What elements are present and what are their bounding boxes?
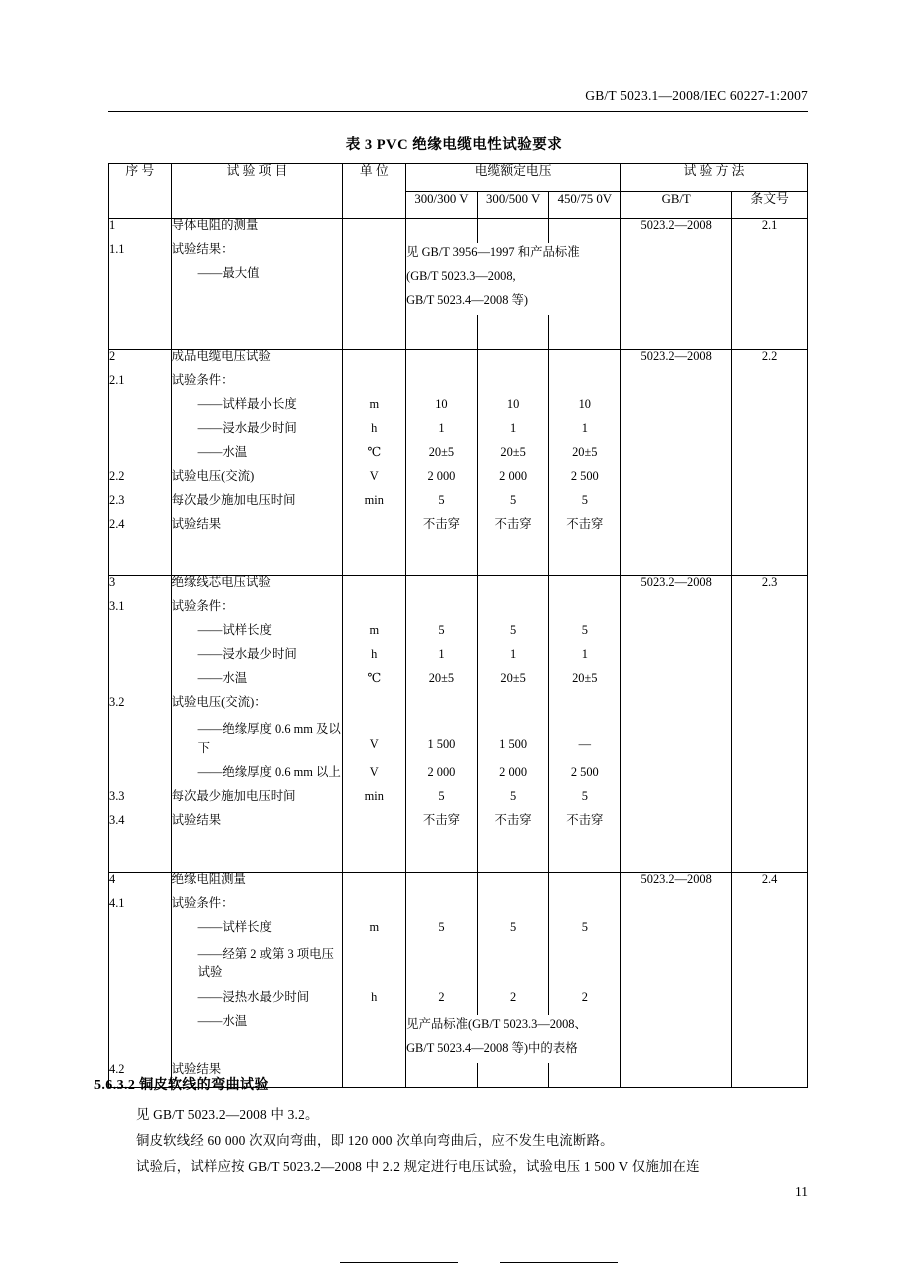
row-unit [343,696,406,720]
row-v1 [406,872,478,897]
row-v2 [477,1063,549,1088]
row-v2: 1 [477,648,549,672]
row-item: 试验结果 [171,814,343,838]
row-no [109,921,172,945]
row-v2 [477,315,549,349]
row-v3 [549,374,621,398]
row-item [171,1039,343,1063]
row-v1 [406,315,478,349]
row-item: ——经第 2 或第 3 项电压试验 [171,945,343,991]
table-row [109,349,808,374]
row-item: 绝缘线芯电压试验 [171,576,343,601]
row-v2: 2 000 [477,766,549,790]
row-gbt: 5023.2—2008 [621,872,732,1087]
row-v1: 不击穿 [406,814,478,838]
row-v2: 1 500 [477,720,549,766]
row-v3 [549,1063,621,1088]
row-unit [343,219,406,244]
row-unit [343,1063,406,1088]
row-unit [343,315,406,349]
row-v2: 2 [477,991,549,1015]
row-unit [343,838,406,872]
row-clause: 2.4 [732,872,808,1087]
row-unit: ℃ [343,446,406,470]
row-v3 [549,600,621,624]
row-unit [343,897,406,921]
row-v2: 1 [477,422,549,446]
row-item: ——浸水最少时间 [171,648,343,672]
header-item: 试 验 项 目 [171,164,343,219]
row-v3 [549,897,621,921]
row-unit: m [343,624,406,648]
row-no [109,838,172,872]
row-item: 试验结果 [171,1063,343,1088]
section-paragraph-3: 试验后，试样应按 GB/T 5023.2—2008 中 2.2 规定进行电压试验，试验电压 1 500 V 仅施加在连 [136,1159,700,1174]
row-no [109,720,172,766]
row-v2: 不击穿 [477,814,549,838]
row-item: 试验结果： [171,243,343,267]
row-v2 [477,542,549,576]
table-row [109,576,808,601]
row-v3 [549,838,621,872]
row-no [109,542,172,576]
row-item: 试验条件： [171,600,343,624]
row-v1: 5 [406,624,478,648]
row-v3: 5 [549,921,621,945]
row-item: ——绝缘厚度 0.6 mm 以上 [171,766,343,790]
row-v2: 5 [477,624,549,648]
row-no: 2 [109,349,172,374]
row-v1: 20±5 [406,672,478,696]
row-unit [343,1015,406,1039]
row-clause: 2.1 [732,219,808,350]
row-v3: 2 500 [549,766,621,790]
row-v3 [549,696,621,720]
row-v2 [477,576,549,601]
row-v1: 20±5 [406,446,478,470]
row-no: 3 [109,576,172,601]
row-v3: 5 [549,790,621,814]
row-item: 试验条件： [171,374,343,398]
row-v3: 不击穿 [549,518,621,542]
row-unit [343,814,406,838]
row-item: 导体电阻的测量 [171,219,343,244]
row-v1: 10 [406,398,478,422]
row-v2: 5 [477,790,549,814]
row-unit: h [343,422,406,446]
row-item: 每次最少施加电压时间 [171,494,343,518]
row-unit: V [343,470,406,494]
row-v1 [406,219,478,244]
row-unit [343,542,406,576]
row-v2: 20±5 [477,672,549,696]
row-no: 3.1 [109,600,172,624]
row-unit [343,374,406,398]
row-unit [343,1039,406,1063]
row-v2: 5 [477,494,549,518]
row-unit: h [343,991,406,1015]
section-paragraph-2: 铜皮软线经 60 000 次双向弯曲，即 120 000 次单向弯曲后，应不发生电流断路。 [136,1133,614,1148]
row-no [109,991,172,1015]
row-v1 [406,897,478,921]
row-no [109,624,172,648]
row-item: ——水温 [171,446,343,470]
row-item: ——水温 [171,672,343,696]
header-method-clause: 条文号 [732,191,808,219]
row-span-note: GB/T 5023.4—2008 等) [406,291,621,315]
row-v1: 5 [406,790,478,814]
header-rated-voltage: 电缆额定电压 [406,164,621,192]
row-v2 [477,219,549,244]
row-no: 3.2 [109,696,172,720]
row-unit: V [343,766,406,790]
row-v2: 5 [477,921,549,945]
row-unit [343,945,406,991]
row-no [109,315,172,349]
row-item: 试验结果 [171,518,343,542]
row-no [109,766,172,790]
row-v1 [406,542,478,576]
row-item: ——试样长度 [171,624,343,648]
section-paragraph-1: 见 GB/T 5023.2—2008 中 3.2。 [136,1107,319,1122]
row-gbt: 5023.2—2008 [621,219,732,350]
row-no [109,945,172,991]
row-v2 [477,838,549,872]
row-v3: 2 500 [549,470,621,494]
row-no [109,398,172,422]
row-v1: 5 [406,921,478,945]
table-title: 表 3 PVC 绝缘电缆电性试验要求 [345,137,563,153]
row-no [109,446,172,470]
row-v1 [406,600,478,624]
header-voltage-300-500: 300/500 V [477,191,549,219]
row-item: 成品电缆电压试验 [171,349,343,374]
row-v2 [477,696,549,720]
row-v2: 10 [477,398,549,422]
row-v3 [549,542,621,576]
row-v1 [406,349,478,374]
row-unit: h [343,648,406,672]
row-unit: m [343,398,406,422]
row-v3: 5 [549,624,621,648]
row-v3: 1 [549,422,621,446]
row-v1 [406,838,478,872]
row-v2 [477,600,549,624]
header-no: 序 号 [109,164,172,219]
row-no: 1 [109,219,172,244]
row-v3 [549,872,621,897]
row-v2: 不击穿 [477,518,549,542]
row-no [109,291,172,315]
row-v1: 2 000 [406,766,478,790]
row-item: 每次最少施加电压时间 [171,790,343,814]
row-v1 [406,576,478,601]
row-v2 [477,897,549,921]
row-span-note: 见产品标准(GB/T 5023.3—2008、 [406,1015,621,1039]
row-no: 4 [109,872,172,897]
page-number: 11 [795,1184,808,1199]
row-no [109,1015,172,1039]
row-v2 [477,374,549,398]
row-v1: 2 [406,991,478,1015]
row-v3: 不击穿 [549,814,621,838]
row-item: 绝缘电阻测量 [171,872,343,897]
row-item: ——绝缘厚度 0.6 mm 及以下 [171,720,343,766]
row-unit [343,267,406,291]
row-v3: 1 [549,648,621,672]
test-requirements-table [108,163,808,1088]
row-gbt: 5023.2—2008 [621,576,732,873]
row-unit [343,872,406,897]
header-method-gbt: GB/T [621,191,732,219]
row-unit: ℃ [343,672,406,696]
row-v3 [549,349,621,374]
row-no [109,422,172,446]
page-header-standard: GB/T 5023.1—2008/IEC 60227-1:2007 [585,88,808,103]
row-unit [343,600,406,624]
row-no: 4.2 [109,1063,172,1088]
row-v1: 5 [406,494,478,518]
row-v3: 5 [549,494,621,518]
row-v1: 不击穿 [406,518,478,542]
footer-rule-right [500,1262,618,1263]
row-v1 [406,696,478,720]
section-heading: 5.6.3.2 铜皮软线的弯曲试验 [94,1078,269,1093]
row-v3: — [549,720,621,766]
row-unit [343,243,406,267]
table-header-row-1 [109,164,808,192]
row-item [171,291,343,315]
row-no: 2.3 [109,494,172,518]
row-no [109,267,172,291]
row-item: 试验条件： [171,897,343,921]
row-item: 试验电压(交流)： [171,696,343,720]
row-no: 3.3 [109,790,172,814]
row-v2: 2 000 [477,470,549,494]
header-voltage-450-75: 450/75 0V [549,191,621,219]
row-item [171,838,343,872]
row-clause: 2.2 [732,349,808,576]
row-span-note: (GB/T 5023.3—2008, [406,267,621,291]
header-divider [108,111,808,112]
row-span-note: 见 GB/T 3956—1997 和产品标准 [406,243,621,267]
row-item: ——试样最小长度 [171,398,343,422]
row-item: ——浸热水最少时间 [171,991,343,1015]
row-item: ——水温 [171,1015,343,1039]
header-unit: 单 位 [343,164,406,219]
row-unit [343,576,406,601]
row-no: 1.1 [109,243,172,267]
header-voltage-300-300: 300/300 V [406,191,478,219]
row-span-note: GB/T 5023.4—2008 等)中的表格 [406,1039,621,1063]
row-v2: 20±5 [477,446,549,470]
row-gbt: 5023.2—2008 [621,349,732,576]
row-v1 [406,945,478,991]
row-no: 4.1 [109,897,172,921]
row-v3 [549,315,621,349]
row-item [171,315,343,349]
row-unit [343,349,406,374]
row-item: 试验电压(交流) [171,470,343,494]
row-v3: 20±5 [549,672,621,696]
table-row [109,219,808,244]
row-v1: 1 500 [406,720,478,766]
row-v1 [406,1063,478,1088]
row-v1: 2 000 [406,470,478,494]
header-method: 试 验 方 法 [621,164,808,192]
row-item: ——试样长度 [171,921,343,945]
row-item [171,542,343,576]
row-unit: m [343,921,406,945]
row-v2 [477,349,549,374]
row-v3: 20±5 [549,446,621,470]
row-unit: min [343,494,406,518]
row-unit: V [343,720,406,766]
row-v1: 1 [406,422,478,446]
row-no [109,648,172,672]
row-no: 2.2 [109,470,172,494]
row-v2 [477,872,549,897]
row-no: 2.4 [109,518,172,542]
row-clause: 2.3 [732,576,808,873]
row-v1 [406,374,478,398]
row-v3: 2 [549,991,621,1015]
row-v1: 1 [406,648,478,672]
row-v3: 10 [549,398,621,422]
row-no [109,672,172,696]
row-item: ——浸水最少时间 [171,422,343,446]
row-unit [343,518,406,542]
row-no: 2.1 [109,374,172,398]
row-no [109,1039,172,1063]
row-v3 [549,576,621,601]
row-unit: min [343,790,406,814]
table-row [109,872,808,897]
row-no: 3.4 [109,814,172,838]
row-v3 [549,945,621,991]
footer-rule-left [340,1262,458,1263]
row-v2 [477,945,549,991]
row-item: ——最大值 [171,267,343,291]
row-v3 [549,219,621,244]
row-unit [343,291,406,315]
